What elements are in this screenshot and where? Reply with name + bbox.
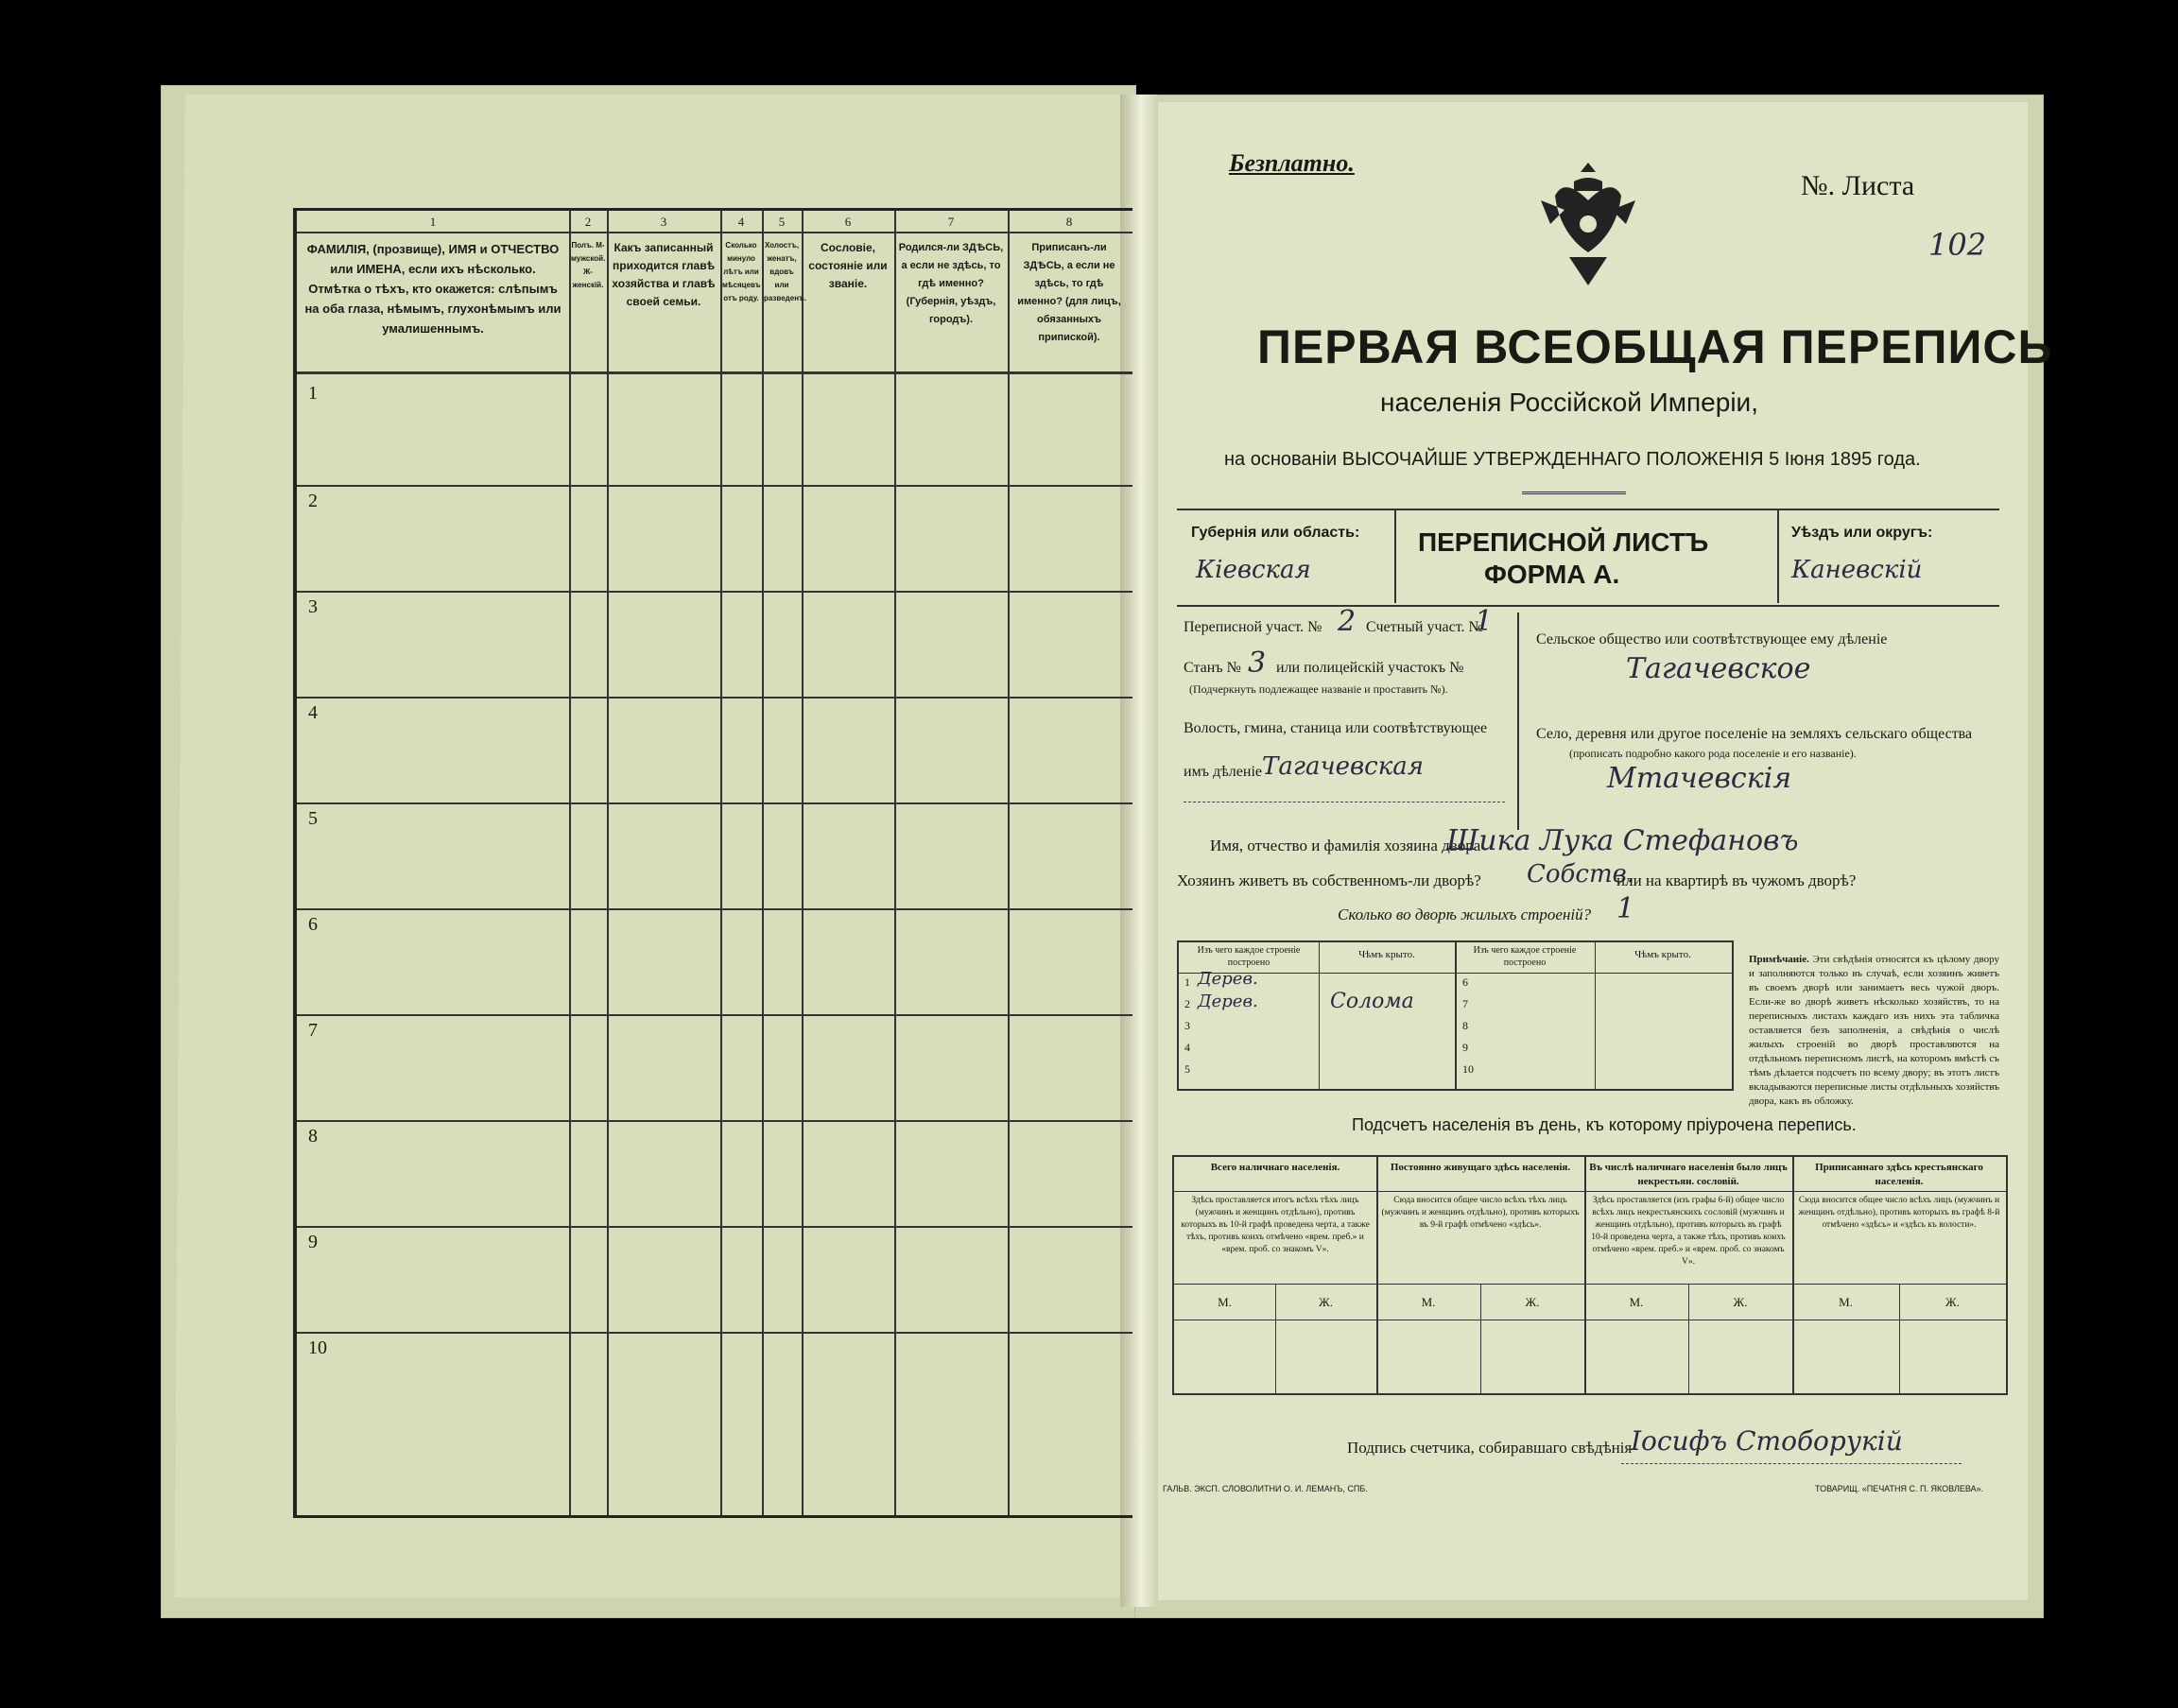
bld-row-num: 10: [1462, 1062, 1474, 1076]
count-col-body: Здѣсь проставляется итогъ всѣхъ тѣхъ лицъ (мужчинъ и женщинъ отдѣльно), противъ которыхъ въ 10-й графѣ проведена черта, а также тѣхъ, противъ коихъ отмѣчено «врем. преб.» и «врем. проб. со знакомъ V».: [1181, 1196, 1370, 1254]
form-name: ПЕРЕПИСНОЙ ЛИСТЪ: [1418, 527, 1709, 557]
lives-rest-label: или на квартирѣ въ чужомъ дворѣ?: [1616, 871, 1857, 889]
stan-label: Станъ №: [1184, 660, 1241, 676]
row-number: 6: [308, 914, 318, 935]
col-number-1: 1: [429, 215, 437, 229]
count-female: Ж.: [1945, 1295, 1960, 1309]
row-number: 4: [308, 702, 318, 723]
perep-uch-label: Переписной участ. №: [1184, 619, 1322, 635]
signature-value: Іосифъ Стоборукій: [1631, 1425, 1903, 1457]
row-number: 5: [308, 808, 318, 829]
bld-row-num: 6: [1462, 975, 1468, 989]
gubernia-value: Кіевская: [1196, 556, 1311, 584]
bld-head-material-2: Изъ чего каждое строеніе построено: [1473, 945, 1577, 968]
obshchestvo-value: Тагачевское: [1626, 652, 1811, 685]
bld-row-num: 7: [1462, 997, 1468, 1010]
form-subtitle: населенія Россійской Имперіи,: [1380, 388, 1758, 417]
col-header-marital: Холостъ, женатъ, вдовъ или разведенъ.: [764, 241, 807, 302]
count-col-body: Сюда вносится общее число всѣхъ тѣхъ лицъ (мужчинъ и женщинъ отдѣльно), противъ которыхъ въ 9-й графѣ отмѣчено «здѣсь».: [1381, 1196, 1580, 1230]
row-number: 9: [308, 1232, 318, 1252]
bld-row-num: 3: [1184, 1019, 1190, 1032]
row-number: 3: [308, 596, 318, 617]
col-header-birthplace: Родился-ли ЗДѢСЬ, а если не здѣсь, то гдѣ именно? (Губернія, уѣздъ, городъ).: [898, 242, 1004, 325]
count-title: Подсчетъ населенія въ день, къ которому пріурочена перепись.: [1352, 1115, 1857, 1134]
bld-head-roof: Чѣмъ крыто.: [1358, 949, 1415, 960]
selo-label: Село, деревня или другое поселеніе на земляхъ сельскаго общества: [1536, 726, 1973, 742]
obshchestvo-label: Сельское общество или соотвѣтствующее ему дѣленіе: [1536, 631, 1888, 647]
bld-row-material: Дерев.: [1198, 969, 1258, 989]
volost-label: Волость, гмина, станица или соотвѣтствующее: [1184, 720, 1488, 736]
form-basis: на основаніи ВЫСОЧАЙШЕ УТВЕРЖДЕННАГО ПОЛОЖЕНІЯ 5 Іюня 1895 года.: [1224, 449, 1921, 470]
col-header-estate: Сословіе, состояніе или званіе.: [808, 241, 888, 290]
bld-head-material: Изъ чего каждое строеніе построено: [1197, 945, 1301, 968]
row-number: 1: [308, 383, 318, 404]
lives-label: Хозяинъ живетъ въ собственномъ-ли дворѣ?: [1177, 871, 1481, 889]
uezd-value: Каневскій: [1791, 556, 1923, 584]
count-female: Ж.: [1525, 1295, 1540, 1309]
selo-note: (прописать подробно какого рода поселеніе и его названіе).: [1569, 747, 1857, 760]
col-number-2: 2: [584, 215, 592, 229]
printer-left: ГАЛЬВ. ЭКСП. СЛОВОЛИТНИ О. И. ЛЕМАНЪ, СПБ.: [1163, 1484, 1368, 1493]
lives-value: Собств.: [1527, 860, 1635, 889]
buildings-note: [1749, 953, 1999, 1109]
count-female: Ж.: [1733, 1295, 1748, 1309]
col-header-name: ФАМИЛІЯ, (прозвище), ИМЯ и ОТЧЕСТВО или ИМЕНА, если ихъ нѣсколько. Отмѣтка о тѣхъ, кто окажется: слѣпымъ на оба глаза, нѣмымъ, глухонѣмымъ или умалишеннымъ.: [304, 242, 562, 336]
row-number: 7: [308, 1020, 318, 1041]
buildings-table: [1177, 940, 1734, 1091]
col-header-registered: Приписанъ-ли ЗДѢСЬ, а если не здѣсь, то гдѣ именно? (для лицъ, обязанныхъ припиской).: [1017, 242, 1121, 343]
printer-right: ТОВАРИЩ. «ПЕЧАТНЯ С. П. ЯКОВЛЕВА».: [1815, 1484, 1984, 1493]
count-col-head: Приписаннаго здѣсь крестьянскаго населенія.: [1815, 1162, 1983, 1187]
bld-row-num: 8: [1462, 1019, 1468, 1032]
volost-value: Тагачевская: [1262, 752, 1424, 781]
volost-label-2: имъ дѣленіе: [1184, 764, 1262, 780]
count-col-head: Въ числѣ наличнаго населенія было лицъ некрестьян. сословій.: [1589, 1162, 1788, 1187]
free-label: Безплатно.: [1229, 149, 1355, 177]
count-male: М.: [1839, 1295, 1853, 1309]
note-text: Эти свѣдѣнія относятся къ цѣлому двору и заполняются только въ случаѣ, если хозяинъ живетъ въ своемъ дворѣ или занимаетъ весь чужой дворъ. Если-же во дворѣ живетъ нѣсколько хозяйствъ, то на переписныхъ листахъ каждаго изъ нихъ эта табличка оставляется безъ заполненія, а свѣдѣнія о числѣ жилыхъ строеній во дворѣ проставляются на отдѣльномъ переписномъ листѣ, на которомъ вмѣстѣ съ тѣмъ дѣлается подсчетъ по всему двору; въ этотъ листъ вкладываются переписные листы отдѣльныхъ хозяйствъ двора, какъ въ обложку.: [1749, 954, 1999, 1107]
bld-row-num: 9: [1462, 1041, 1468, 1054]
bld-row-num: 2: [1184, 997, 1190, 1010]
selo-value: Мтачевскія: [1607, 762, 1792, 795]
row-number: 10: [308, 1337, 327, 1358]
form-letter: ФОРМА А.: [1484, 560, 1620, 589]
buildings-value: 1: [1616, 892, 1635, 925]
population-table: [293, 208, 1132, 1518]
form-main-title: ПЕРВАЯ ВСЕОБЩАЯ ПЕРЕПИСЬ: [1257, 320, 2053, 373]
note-label: Примѣчаніе.: [1749, 954, 1809, 965]
count-col-body: Сюда вносится общее число всѣхъ лицъ (мужчинъ и женщинъ отдѣльно), противъ которыхъ въ графѣ 8-й отмѣчено «здѣсь» и «здѣсь къ волости».: [1798, 1196, 2000, 1230]
buildings-label: Сколько во дворѣ жилыхъ строеній?: [1338, 906, 1592, 923]
count-table: [1172, 1155, 2008, 1395]
sheet-number-label: №. Листа: [1801, 170, 1915, 201]
row-number: 2: [308, 491, 318, 511]
col-header-sex: Полъ. М-мужской. Ж-женскій.: [571, 241, 606, 289]
count-col-body: Здѣсь проставляется (изъ графы 6-й) общее число всѣхъ лицъ некрестьянскихъ сословій (мужчинъ и женщинъ отдѣльно), противъ которыхъ въ графѣ 10-й проведена черта, а также тѣхъ, противъ коихъ отмѣчено «врем. преб.» и «врем. проб. со знакомъ V».: [1591, 1196, 1786, 1267]
bld-row-material: Дерев.: [1198, 992, 1258, 1011]
col-header-age: Сколько минуло лѣтъ или мѣсяцевъ отъ роду.: [722, 241, 761, 302]
count-female: Ж.: [1319, 1295, 1333, 1309]
count-col-head: Постоянно живущаго здѣсь населенія.: [1390, 1162, 1571, 1173]
ornament-divider: [1522, 492, 1626, 494]
col-number-6: 6: [844, 215, 852, 229]
owner-label: Имя, отчество и фамилія хозяина двора: [1210, 837, 1481, 854]
bld-row-num: 4: [1184, 1041, 1190, 1054]
uezd-label: Уѣздъ или округъ:: [1791, 525, 1933, 541]
bld-row-roof: Солома: [1330, 990, 1414, 1013]
schet-uch-label: Счетный участ. №: [1366, 619, 1483, 635]
col-number-4: 4: [737, 215, 745, 229]
gubernia-label: Губернія или область:: [1191, 525, 1360, 541]
count-col-head: Всего наличнаго населенія.: [1210, 1162, 1340, 1173]
bld-row-num: 1: [1184, 975, 1190, 989]
perep-uch-value: 2: [1338, 605, 1357, 638]
imperial-eagle-icon: [1536, 153, 1640, 304]
stan-rest-label: или полицейскій участокъ №: [1276, 660, 1464, 676]
col-number-3: 3: [660, 215, 667, 229]
stan-value: 3: [1248, 647, 1267, 680]
schet-uch-value: 1: [1475, 605, 1494, 638]
count-male: М.: [1218, 1295, 1232, 1309]
col-number-5: 5: [778, 215, 786, 229]
signature-label: Подпись счетчика, собиравшаго свѣдѣнія: [1347, 1439, 1633, 1457]
count-male: М.: [1629, 1295, 1644, 1309]
col-number-7: 7: [947, 215, 955, 229]
sheet-number-value: 102: [1928, 227, 1987, 263]
bld-row-num: 5: [1184, 1062, 1190, 1076]
col-header-relation: Какъ записанный приходится главѣ хозяйства и главѣ своей семьи.: [612, 241, 716, 308]
bld-head-roof-2: Чѣмъ крыто.: [1634, 949, 1691, 960]
col-number-8: 8: [1065, 215, 1073, 229]
owner-value: Шика Лука Стефановъ: [1446, 824, 1799, 857]
row-number: 8: [308, 1126, 318, 1147]
stan-note: (Подчеркнуть подлежащее названіе и проставить №).: [1189, 682, 1448, 696]
count-male: М.: [1421, 1295, 1436, 1309]
